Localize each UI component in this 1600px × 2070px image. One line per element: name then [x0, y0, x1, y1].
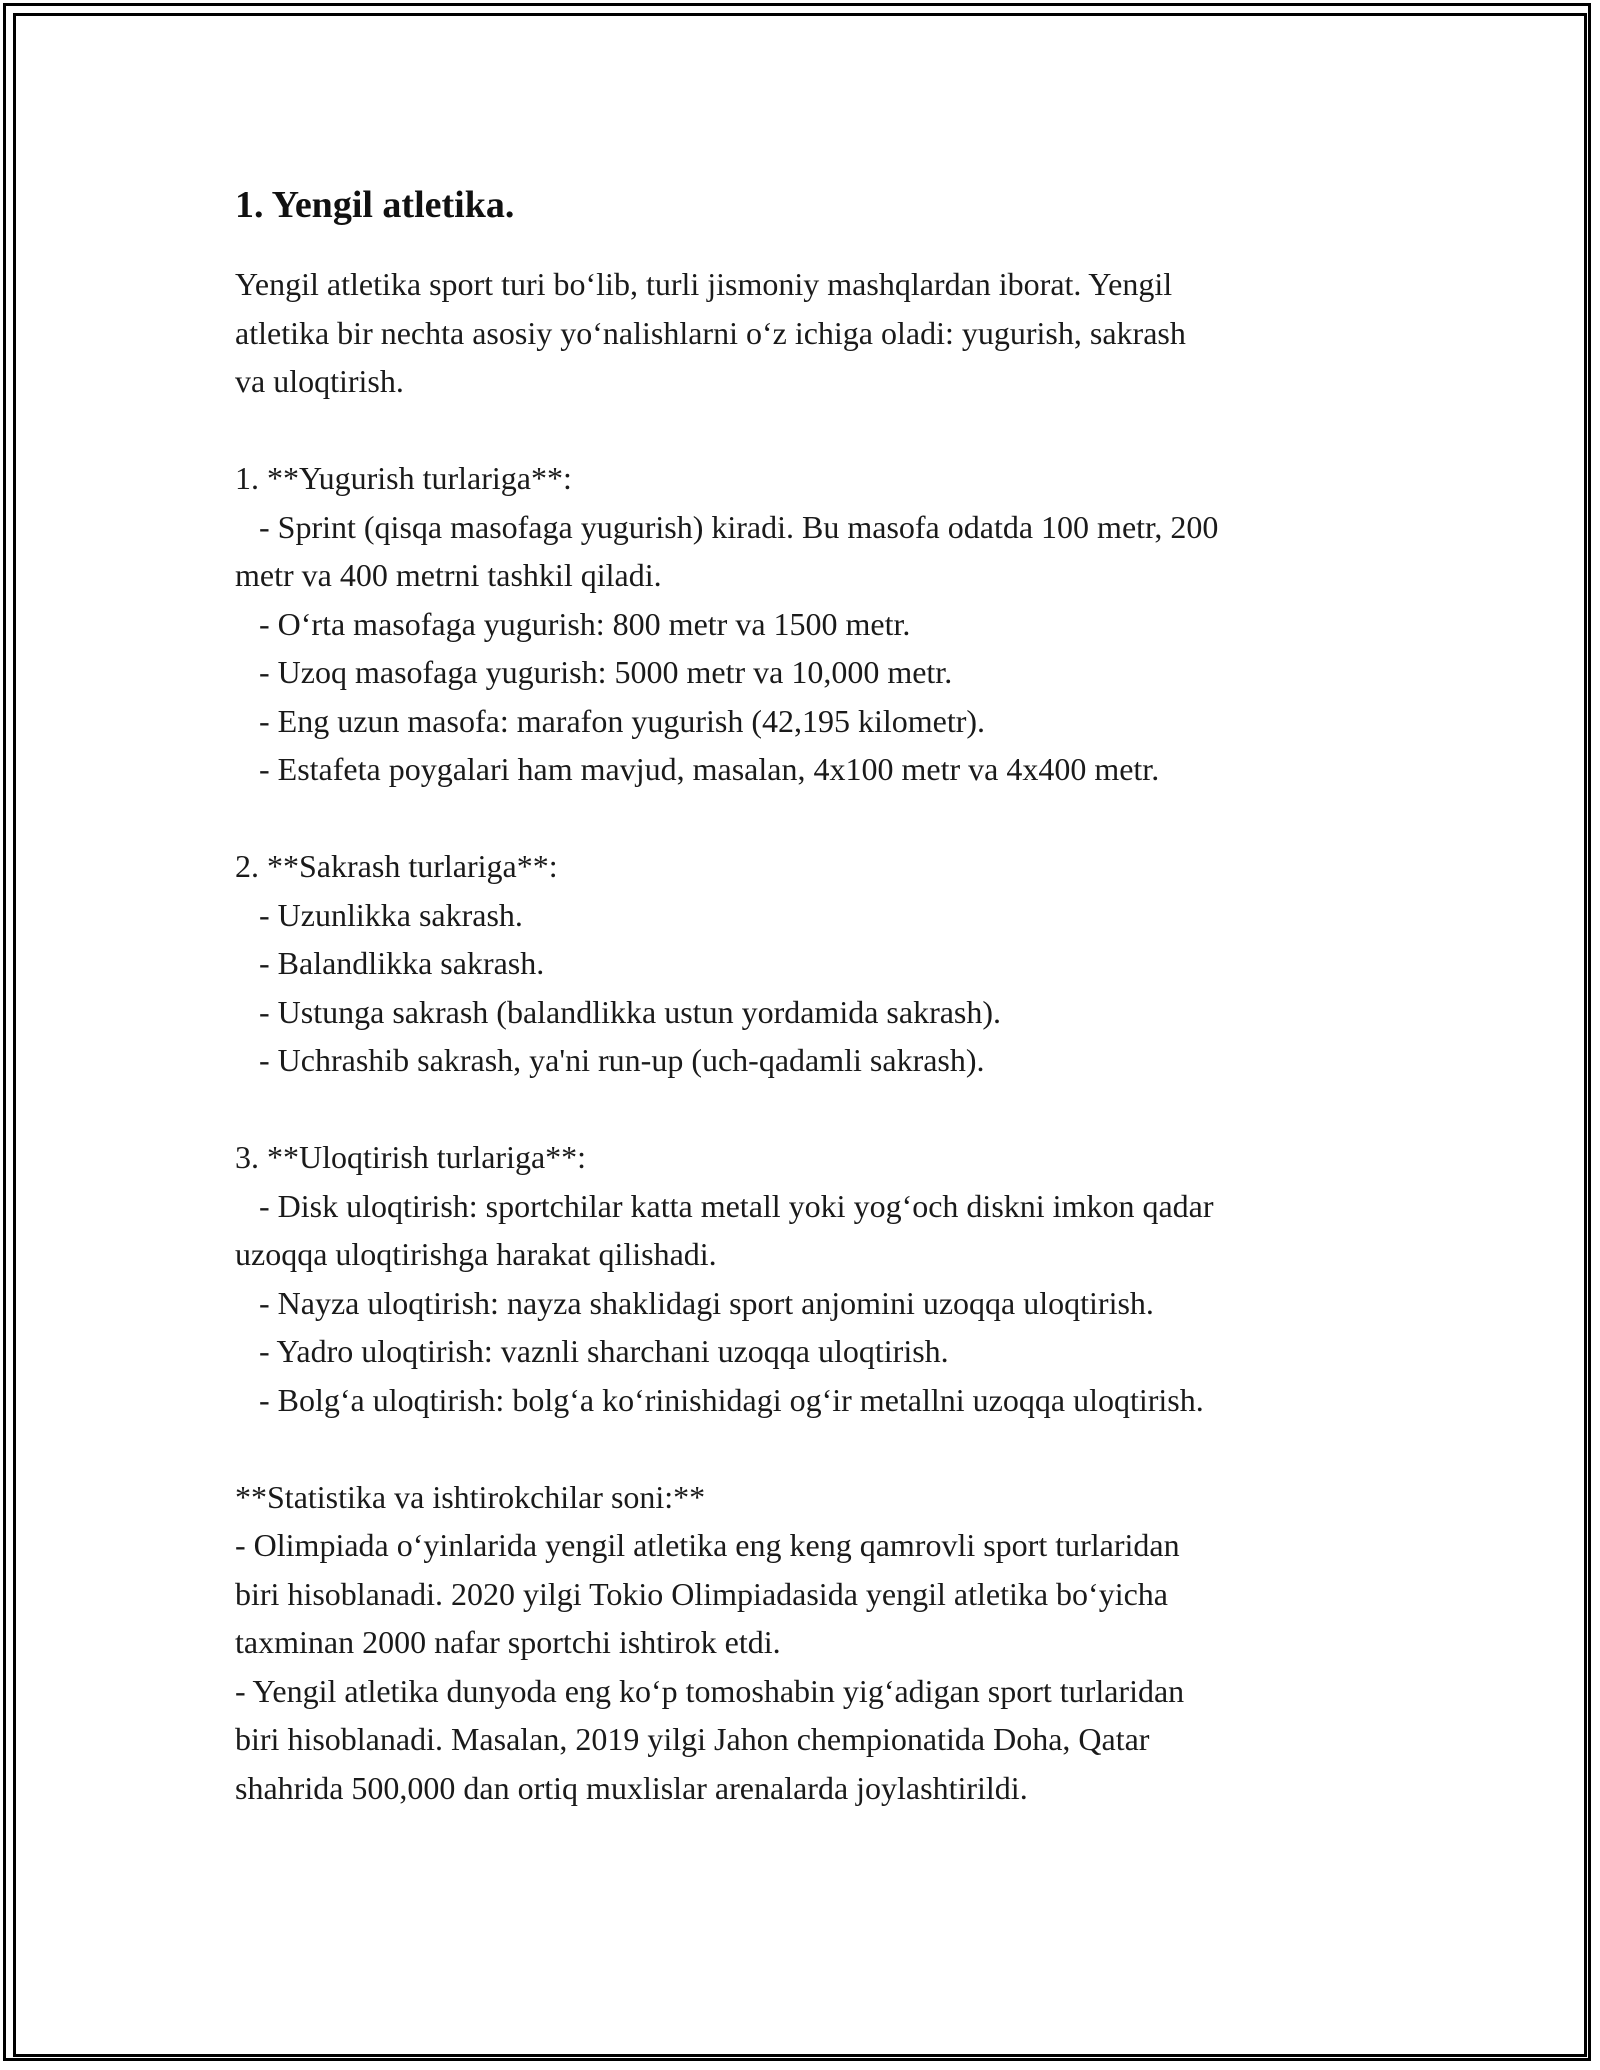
paragraph-gap [235, 1085, 1365, 1134]
running-types-section: 1. **Yugurish turlariga**: - Sprint (qisqa masofaga yugurish) kiradi. Bu masofa odatda 100 metr, 200 metr va 400 metrni tashkil qiladi. - O‘rta masofaga yugurish: 800 metr va 1500 metr. - Uzoq masofaga yugurish: 5000 metr va 10,000 metr. - Eng uzun masofa: marafon yugurish (42,195 kilometr). - Estafeta poygalari ham mavjud, masalan, 4x100 metr va 4x400 metr. [235, 460, 1219, 787]
jumping-types-section: 2. **Sakrash turlariga**: - Uzunlikka sakrash. - Balandlikka sakrash. - Ustunga sakrash (balandlikka ustun yordamida sakrash). - Uchrashib sakrash, ya'ni run-up (uch-qadamli sakrash). [235, 848, 1002, 1078]
intro-paragraph: Yengil atletika sport turi bo‘lib, turli jismoniy mashqlardan iborat. Yengil atletika bir nechta asosiy yo‘nalishlarni o‘z ichiga oladi: yugurish, sakrash va uloqtirish. [235, 266, 1186, 399]
document-body [235, 180, 1365, 1812]
paragraph-gap [235, 406, 1365, 455]
page-title: 1. Yengil atletika. [235, 184, 515, 226]
throwing-types-section: 3. **Uloqtirish turlariga**: - Disk uloqtirish: sportchilar katta metall yoki yog‘och diskni imkon qadar uzoqqa uloqtirishga harakat qilishadi. - Nayza uloqtirish: nayza shaklidagi sport anjomini uzoqqa uloqtirish. - Yadro uloqtirish: vaznli sharchani uzoqqa uloqtirish. - Bolg‘a uloqtirish: bolg‘a ko‘rinishidagi og‘ir metallni uzoqqa uloqtirish. [235, 1139, 1214, 1418]
statistics-section: **Statistika va ishtirokchilar soni:** - Olimpiada o‘yinlarida yengil atletika eng keng qamrovli sport turlaridan biri hisoblanadi. 2020 yilgi Tokio Olimpiadasida yengil atletika bo‘yicha taxminan 2000 nafar sportchi ishtirok etdi. - Yengil atletika dunyoda eng ko‘p tomoshabin yig‘adigan sport turlaridan biri hisoblanadi. Masalan, 2019 yilgi Jahon chempionatida Doha, Qatar shahrida 500,000 dan ortiq muxlislar arenalarda joylashtirildi. [235, 1478, 1185, 1806]
paragraph-gap [235, 1424, 1365, 1473]
paragraph-gap [235, 794, 1365, 843]
